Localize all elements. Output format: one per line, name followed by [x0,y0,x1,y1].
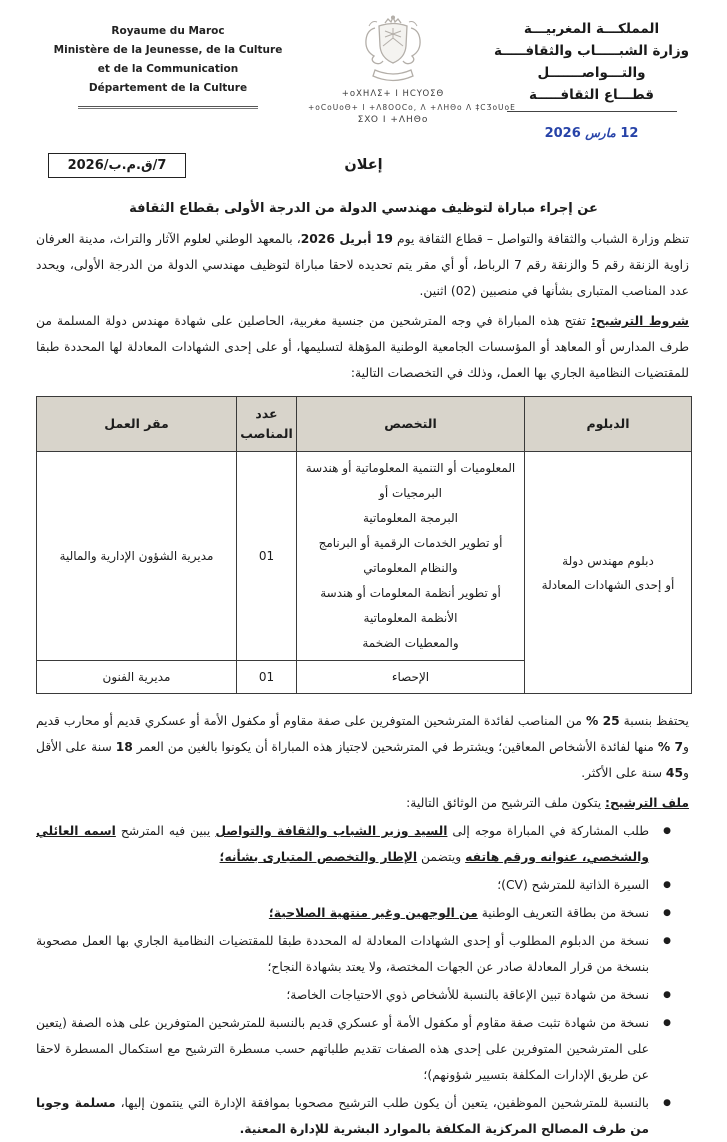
list-item: ● نسخة من الدبلوم المطلوب أو إحدى الشهادات المعادلة له المحددة طبقا للمقتضيات النظامية الجاري بها العمل مصحوبة بنسخة من قرار المعادلة صادر عن الجهات المختصة، ولا يعتد بشهادة النجاح؛ [36,928,671,980]
conditions-text: تفتح هذه المباراة في وجه المترشحين من جنسية مغربية، الحاصلين على شهادة مهندس دولة المسلمة من طرف المدارس أو المعاهد أو المؤسسات الجامعية الوطنية المؤهلة لتسليمها، أو على إحدى الشهادات المعادلة لها المحددة طبقا للمقتضيات النظامية الجاري بها العمل، وذلك في التخصصات التالية: [36,314,689,380]
dossier-lead-paragraph [36,790,689,816]
list-item: ● نسخة من شهادة تبين الإعاقة بالنسبة للأشخاص ذوي الاحتياجات الخاصة؛ [36,982,671,1008]
letterhead-center [308,14,516,145]
quota-paragraph: يحتفظ بنسبة 25 % من المناصب لفائدة المترشحين المتوفرين على صفة مقاوم أو مكفول الأمة أو عسكري قديم أو محارب قديم و7 % منها لفائدة الأشخاص المعاقين؛ ويشترط في المترشحين لاجتياز هذه المباراة أن يكونوا بالغين من العمر 18 سنة على الأقل و45 سنة على الأكثر. [36,714,689,780]
coat-of-arms-icon [345,14,441,88]
arabic-divider [507,111,677,112]
arabic-line: قطـــاع الثقافـــــة [529,87,654,103]
conditions-paragraph [36,308,689,386]
announcement-title: إعلان [344,157,383,173]
letterhead-arabic [484,14,699,145]
speciality-line: أو تطوير أنظمة المعلومات أو هندسة الأنظمة المعلوماتية [320,586,501,625]
workplace-cell: مديرية الفنون [37,661,237,694]
speciality-cell: الإحصاء [297,661,525,694]
french-line: Département de la Culture [88,82,248,94]
workplace-cell: مديرية الشؤون الإدارية والمالية [37,452,237,661]
table-row [37,452,692,661]
speciality-line: أو تطوير الخدمات الرقمية أو البرنامج والنظام المعلوماتي [318,536,503,575]
document-body [36,226,689,386]
speciality-line: والمعطيات الضخمة [362,636,459,650]
arabic-line: والتـــواصـــــــل [537,65,646,81]
column-header-diploma: الدبلوم [525,397,692,452]
reference-title-row [0,151,727,193]
intro-paragraph: تنظم وزارة الشباب والثقافة والتواصل – قطاع الثقافة يوم 19 أبريل 2026، بالمعهد الوطني لعلوم الآثار والتراث، مدينة العرفان زاوية الزنقة رقم 5 والزنقة رقم 7 الرباط، أو أي مقر يتم تحديده لاحقا مباراة لتوظيف مهندسي الدولة من الدرجة الأولى، ويحدد عدد المناصب المتبارى بشأنها في منصبين (02) اثنين. [36,232,690,298]
list-item: ● نسخة من بطاقة التعريف الوطنية من الوجهين وغير منتهية الصلاحية؛ [36,900,671,926]
stamp-day: 12 [620,126,639,141]
diploma-line: أو إحدى الشهادات المعادلة [541,577,675,592]
french-line: et de la Communication [97,63,239,75]
arabic-line: المملكـــة المغربيـــة [523,21,660,37]
dossier-documents-list [36,818,671,1142]
french-line: Ministère de la Jeunesse, de la Culture [53,44,283,56]
positions-cell: 01 [237,452,297,661]
list-item: ● طلب المشاركة في المباراة موجه إلى السيد وزير الشباب والثقافة والتواصل يبين فيه المترشح اسمه العائلي والشخصي، عنوانه ورقم هاتفه ويتضمن الإطار والتخصص المتبارى بشأنه؛ [36,818,671,870]
column-header-positions: عدد المناصب [237,397,297,452]
column-header-speciality: التخصص [297,397,525,452]
table-header-row [37,397,692,452]
speciality-line: المعلوميات أو التنمية المعلوماتية أو هندسة البرمجيات أو [305,461,516,500]
french-line: Royaume du Maroc [111,25,225,37]
announcement-subtitle: عن إجراء مباراة لتوظيف مهندسي الدولة من الدرجة الأولى بقطاع الثقافة [129,201,598,216]
tifinagh-line: +oCoUoΘ+ I +Λ8OOCo, Λ +ΛHΘo Λ ‡CƷoUoE [308,103,516,112]
dossier-heading: ملف الترشيح: [605,796,689,810]
date-stamp [484,122,699,145]
tifinagh-line: +oXHΛΣ+ I HCYOΣΘ [341,89,445,99]
arabic-line: وزارة الشبـــــاب والثقافـــــة [493,43,690,59]
diploma-cell [525,452,692,694]
list-item: ● نسخة من شهادة تثبت صفة مقاوم أو مكفول الأمة أو عسكري قديم بالنسبة للمترشحين المتوفرين على هذه الصفة (يتعين على المترشحين المتوفرين على إحدى هذه الصفات تقديم طلباتهم حسب مسطرة الترشيح مع استكمال المسطرة لاحقا عن طريق الإدارات المكلفة بتسيير شؤونهم)؛ [36,1010,671,1088]
document-body-lower [36,708,689,1142]
diploma-line: دبلوم مهندس دولة [562,553,654,568]
positions-cell: 01 [237,661,297,694]
list-item: ● بالنسبة للمترشحين الموظفين، يتعين أن يكون طلب الترشيح مصحوبا بموافقة الإدارة التي ينتمون إليها، مسلمة وجوبا من طرف المصالح المركزية المكلفة بالموارد البشرية للإدارة المعنية. [36,1090,671,1142]
conditions-heading: شروط الترشيح: [591,314,689,328]
stamp-year: 2026 [544,126,581,141]
tifinagh-line: ΣXO I +ΛHΘo [357,115,429,125]
list-item: ● السيرة الذاتية للمترشح (CV)؛ [36,872,671,898]
speciality-line: البرمجة المعلوماتية [362,511,459,525]
dossier-lead: يتكون ملف الترشيح من الوثائق التالية: [406,796,606,810]
column-header-workplace: مقر العمل [37,397,237,452]
reference-number-box: 7/ق.م.ب/2026 [48,153,186,178]
letterhead-french [34,14,302,145]
letterhead [0,0,727,145]
french-divider [78,106,258,109]
specialities-table [36,396,692,694]
stamp-month: مارس [585,126,616,140]
speciality-cell [297,452,525,661]
